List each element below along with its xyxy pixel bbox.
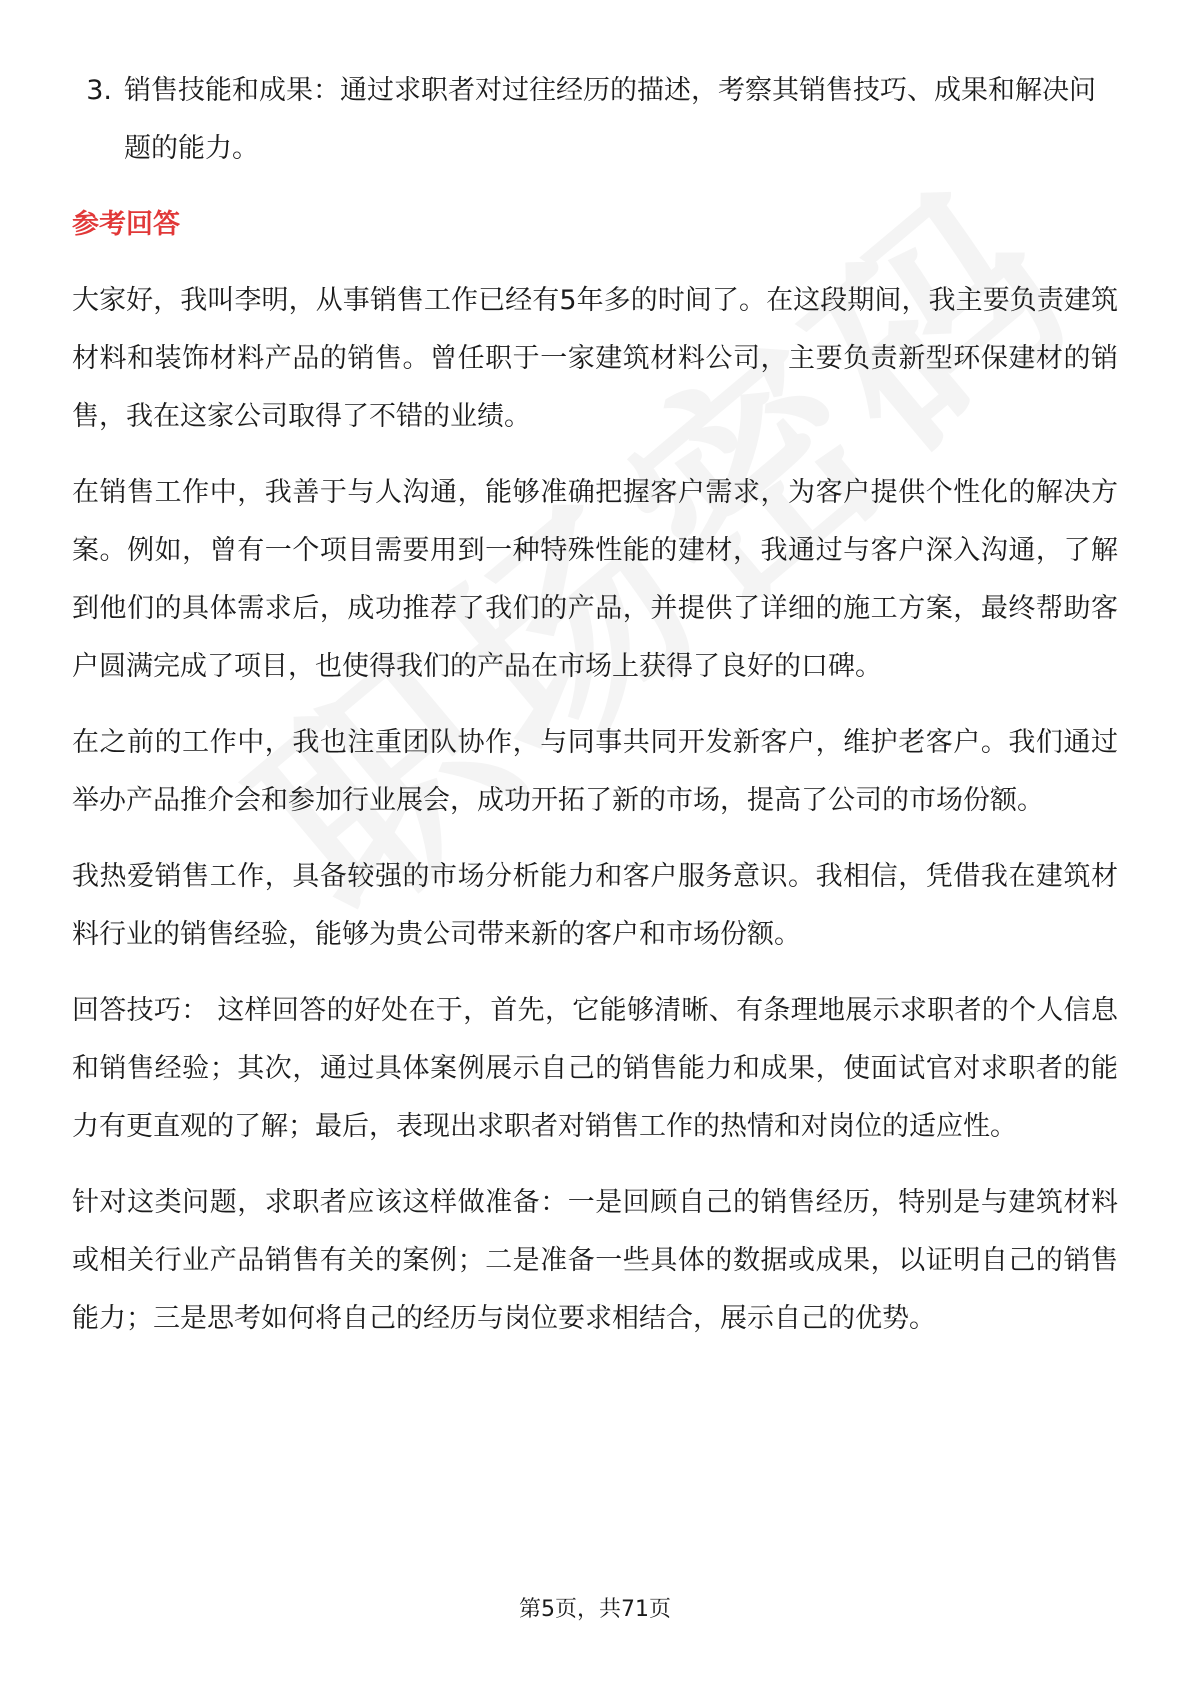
list-item xyxy=(72,62,1118,178)
page-footer: 第5页，共71页 xyxy=(519,1597,671,1622)
paragraph-preparation: 针对这类问题，求职者应该这样做准备：一是回顾自己的销售经历，特别是与建筑材料或相关行业产品销售有关的案例；二是准备一些具体的数据或成果，以证明自己的销售能力；三是思考如何将自己的经历与岗位要求相结合，展示自己的优势。 xyxy=(72,1187,1118,1334)
section-title: 参考回答 xyxy=(72,209,180,240)
paragraph-answer-tips: 回答技巧： 这样回答的好处在于，首先，它能够清晰、有条理地展示求职者的个人信息和销售经验；其次，通过具体案例展示自己的销售能力和成果，使面试官对求职者的能力有更直观的了解；最后，表现出求职者对销售工作的热情和对岗位的适应性。 xyxy=(72,995,1118,1142)
list-text: 销售技能和成果：通过求职者对过往经历的描述，考察其销售技巧、成果和解决问题的能力。 xyxy=(124,75,1096,164)
document-body xyxy=(72,62,1118,1366)
paragraph-teamwork: 在之前的工作中，我也注重团队协作，与同事共同开发新客户，维护老客户。我们通过举办产品推介会和参加行业展会，成功开拓了新的市场，提高了公司的市场份额。 xyxy=(72,727,1118,816)
paragraph-skills: 在销售工作中，我善于与人沟通，能够准确把握客户需求，为客户提供个性化的解决方案。例如，曾有一个项目需要用到一种特殊性能的建材，我通过与客户深入沟通，了解到他们的具体需求后，成功推荐了我们的产品，并提供了详细的施工方案，最终帮助客户圆满完成了项目，也使得我们的产品在市场上获得了良好的口碑。 xyxy=(72,477,1118,682)
paragraph-passion: 我热爱销售工作，具备较强的市场分析能力和客户服务意识。我相信，凭借我在建筑材料行业的销售经验，能够为贵公司带来新的客户和市场份额。 xyxy=(72,861,1118,950)
paragraph-intro: 大家好，我叫李明，从事销售工作已经有5年多的时间了。在这段期间，我主要负责建筑材料和装饰材料产品的销售。曾任职于一家建筑材料公司，主要负责新型环保建材的销售，我在这家公司取得了不错的业绩。 xyxy=(72,285,1118,432)
list-number: 3. xyxy=(86,75,112,106)
